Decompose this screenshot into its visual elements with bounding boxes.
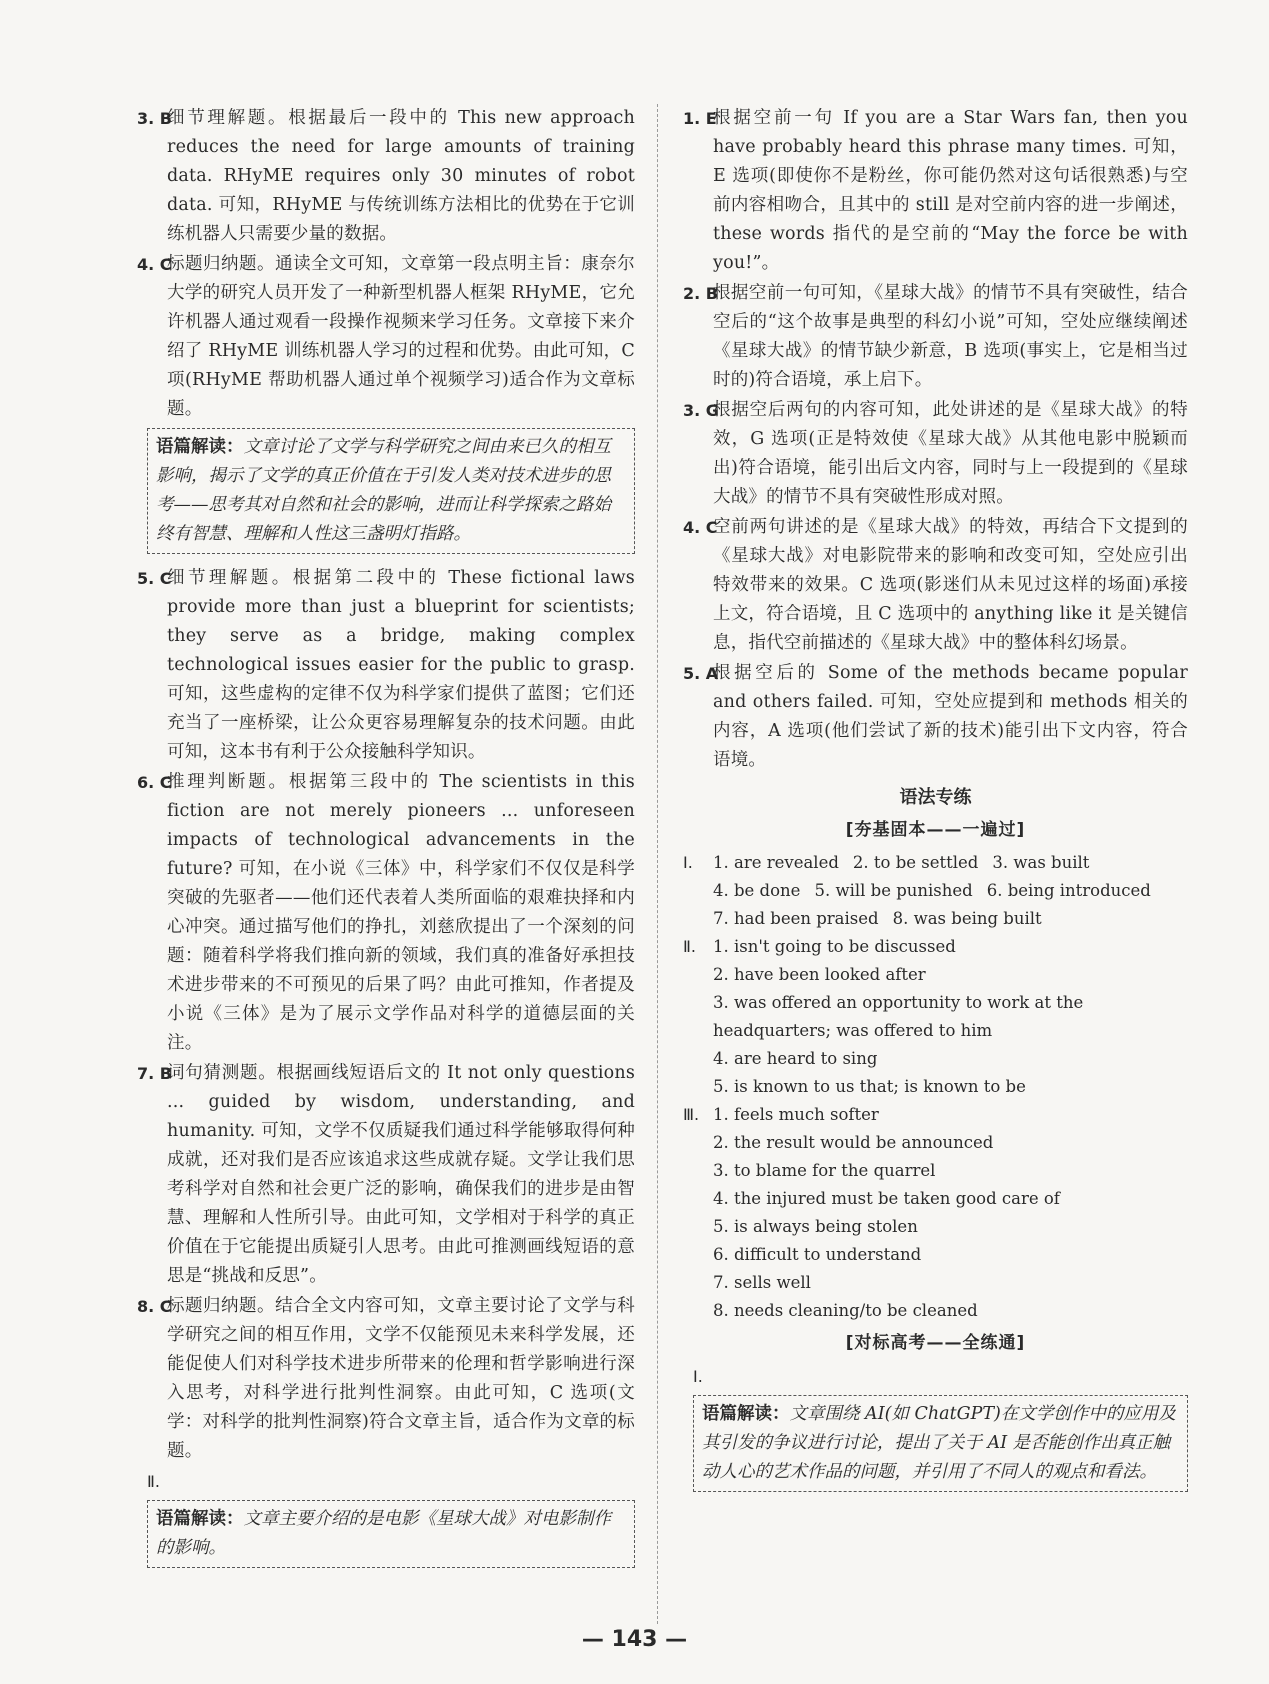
answer-number: 5. A xyxy=(683,664,719,683)
grammar-answer: 7. had been praised xyxy=(713,909,879,928)
answer-text: 词句猜测题。根据画线短语后文的 It not only questions ... guided by wisdom, understanding, and humanity. 可知，文学不仅质疑我们通过科学能够取得何种成就，还对我们是否应该追求这些成就存疑。文学让我们思考科学对自然和社会更广泛的影响，确保我们的进步是由智慧、理解和人性所引导。由此可知，文学相对于科学的真正价值在于它能提出质疑引人思考。由此可推测画线短语的意思是“挑战和反思”。 xyxy=(167,1063,635,1286)
grammar-answer: 3. to blame for the quarrel xyxy=(713,1161,936,1180)
section-roman-numeral: Ⅰ. xyxy=(683,853,693,872)
answer-text: 细节理解题。根据最后一段中的 This new approach reduces the need for large amounts of training data. RHyME requires only 30 minutes of robot data. 可知，RHyME 与传统训练方法相比的优势在于它训练机器人只需要少量的数据。 xyxy=(167,108,635,244)
passage-analysis-label: 语篇解读： xyxy=(156,437,244,457)
answer-item xyxy=(683,104,1188,278)
grammar-answer: 6. being introduced xyxy=(986,881,1151,900)
answer-item xyxy=(137,1292,635,1466)
answer-number: 1. E xyxy=(683,109,717,128)
subsection-title: [对标高考——全练通] xyxy=(845,1333,1026,1353)
answer-text: 空前两句讲述的是《星球大战》的特效，再结合下文提到的《星球大战》对电影院带来的影响和改变可知，空处应引出特效带来的效果。C 选项(影迷们从未见过这样的场面)承接上文，符合语境，且 C 选项中的 anything like it 是关键信息，指代空前描述的《星球大战》中的整体科幻场景。 xyxy=(713,517,1188,653)
section-roman-numeral: Ⅱ. xyxy=(683,937,696,956)
answer-number: 8. C xyxy=(137,1297,172,1316)
answer-text: 推理判断题。根据第三段中的 The scientists in this fiction are not merely pioneers ... unforeseen impacts of technological advancements in the future? 可知，在小说《三体》中，科学家们不仅仅是科学突破的先驱者——他们还代表着人类所面临的艰难抉择和内心冲突。通过描写他们的挣扎，刘慈欣提出了一个深刻的问题：随着科学将我们推向新的领域，我们真的准备好承担技术进步带来的不可预见的后果了吗？由此可推知，作者提及小说《三体》是为了展示文学作品对科学的道德层面的关注。 xyxy=(167,772,635,1053)
answer-text: 根据空前一句可知，《星球大战》的情节不具有突破性，结合空后的“这个故事是典型的科幻小说”可知，空处应继续阐述《星球大战》的情节缺少新意，B 选项(事实上，它是相当过时的)符合语境，承上启下。 xyxy=(713,283,1188,390)
answer-text: 标题归纳题。结合全文内容可知，文章主要讨论了文学与科学研究之间的相互作用，文学不仅能预见未来科学发展，还能促使人们对科学技术进步所带来的伦理和哲学影响进行深入思考，对科学进行批判性洞察。由此可知，C 选项(文学：对科学的批判性洞察)符合文章主旨，适合作为文章的标题。 xyxy=(167,1296,635,1461)
answer-item xyxy=(683,513,1188,658)
answer-item xyxy=(137,1059,635,1291)
grammar-line xyxy=(713,905,1188,933)
section-roman-numeral: Ⅲ. xyxy=(683,1105,700,1124)
grammar-group xyxy=(683,849,1188,933)
grammar-group xyxy=(683,933,1188,1101)
grammar-answer: 5. is known to us that; is known to be xyxy=(713,1077,1026,1096)
answer-item xyxy=(683,279,1188,395)
grammar-answer: 4. be done xyxy=(713,881,801,900)
answer-text: 根据空前一句 If you are a Star Wars fan, then you have probably heard this phrase many times. 可知，E 选项(即使你不是粉丝，你可能仍然对这句话很熟悉)与空前内容相吻合，且其中的 still 是对空前内容的进一步阐述，these words 指代的是空前的“May the force be with you!”。 xyxy=(713,108,1188,273)
grammar-answer: 2. the result would be announced xyxy=(713,1133,994,1152)
page-number: — 143 — xyxy=(581,1627,688,1652)
answer-number: 5. C xyxy=(137,569,172,588)
grammar-answer: 4. are heard to sing xyxy=(713,1049,878,1068)
answer-item xyxy=(137,104,635,249)
answer-number: 3. G xyxy=(683,401,719,420)
grammar-answer: 1. feels much softer xyxy=(713,1105,879,1124)
passage-analysis-text: 文章围绕 AI(如 ChatGPT)在文学创作中的应用及其引发的争议进行讨论，提出了关于 AI 是否能创作出真正触动人心的艺术作品的问题，并引用了不同人的观点和看法。 xyxy=(702,1404,1176,1482)
passage-analysis-label: 语篇解读： xyxy=(156,1509,244,1529)
grammar-answers xyxy=(683,849,1188,1325)
section-title: 语法专练 xyxy=(899,787,972,808)
passage-analysis-box xyxy=(693,1395,1188,1492)
subsection-title: [夯基固本——一遍过] xyxy=(845,820,1026,840)
grammar-answer: 2. to be settled xyxy=(852,853,979,872)
column-divider xyxy=(657,104,658,1624)
grammar-line xyxy=(713,849,1188,877)
answer-item xyxy=(137,564,635,767)
grammar-answer: 2. have been looked after xyxy=(713,965,926,984)
grammar-answer: 5. is always being stolen xyxy=(713,1217,918,1236)
section-roman-numeral: Ⅱ. xyxy=(147,1472,160,1491)
answer-item xyxy=(137,250,635,424)
grammar-answer: 4. the injured must be taken good care of xyxy=(713,1189,1060,1208)
answer-item xyxy=(137,768,635,1058)
passage-analysis-text: 文章讨论了文学与科学研究之间由来已久的相互影响，揭示了文学的真正价值在于引发人类对技术进步的思考——思考其对自然和社会的影响，进而让科学探索之路始终有智慧、理解和人性这三盏明灯指路。 xyxy=(156,437,611,544)
passage-analysis-box xyxy=(147,428,635,554)
answer-number: 3. B xyxy=(137,109,172,128)
answer-number: 7. B xyxy=(137,1064,172,1083)
grammar-answer: 8. needs cleaning/to be cleaned xyxy=(713,1301,978,1320)
answer-item xyxy=(683,396,1188,512)
grammar-answer: 1. are revealed xyxy=(713,853,839,872)
grammar-answer: 6. difficult to understand xyxy=(713,1245,922,1264)
grammar-answer: 7. sells well xyxy=(713,1273,811,1292)
answer-number: 6. C xyxy=(137,773,172,792)
right-column xyxy=(683,104,1188,1502)
grammar-answer: 3. was offered an opportunity to work at the headquarters; was offered to him xyxy=(713,993,1084,1040)
grammar-answer: 3. was built xyxy=(992,853,1090,872)
grammar-line xyxy=(713,877,1188,905)
grammar-answer: 1. isn't going to be discussed xyxy=(713,937,956,956)
passage-analysis-text: 文章主要介绍的是电影《星球大战》对电影制作的影响。 xyxy=(156,1509,611,1558)
answer-number: 4. C xyxy=(137,255,172,274)
left-column xyxy=(137,104,635,1578)
grammar-answer: 5. will be punished xyxy=(814,881,973,900)
passage-analysis-box xyxy=(147,1500,635,1568)
passage-analysis-label: 语篇解读： xyxy=(702,1404,790,1424)
answer-number: 4. C xyxy=(683,518,718,537)
answer-item xyxy=(683,659,1188,775)
answer-text: 细节理解题。根据第二段中的 These fictional laws provide more than just a blueprint for scientists; they serve as a bridge, making complex technological issues easier for the public to grasp. 可知，这些虚构的定律不仅为科学家们提供了蓝图；它们还充当了一座桥梁，让公众更容易理解复杂的技术问题。由此可知，这本书有利于公众接触科学知识。 xyxy=(167,568,635,762)
section-roman-numeral: Ⅰ. xyxy=(693,1367,703,1386)
grammar-group xyxy=(683,1101,1188,1325)
answer-text: 根据空后的 Some of the methods became popular and others failed. 可知，空处应提到和 methods 相关的内容，A 选项(他们尝试了新的技术)能引出下文内容，符合语境。 xyxy=(713,663,1188,770)
answer-number: 2. B xyxy=(683,284,718,303)
answer-text: 标题归纳题。通读全文可知，文章第一段点明主旨：康奈尔大学的研究人员开发了一种新型机器人框架 RHyME，它允许机器人通过观看一段操作视频来学习任务。文章接下来介绍了 RHyME 训练机器人学习的过程和优势。由此可知，C 项(RHyME 帮助机器人通过单个视频学习)适合作为文章标题。 xyxy=(167,254,635,419)
grammar-answer: 8. was being built xyxy=(892,909,1042,928)
answer-text: 根据空后两句的内容可知，此处讲述的是《星球大战》的特效，G 选项(正是特效使《星球大战》从其他电影中脱颖而出)符合语境，能引出后文内容，同时与上一段提到的《星球大战》的情节不具有突破性形成对照。 xyxy=(713,400,1188,507)
